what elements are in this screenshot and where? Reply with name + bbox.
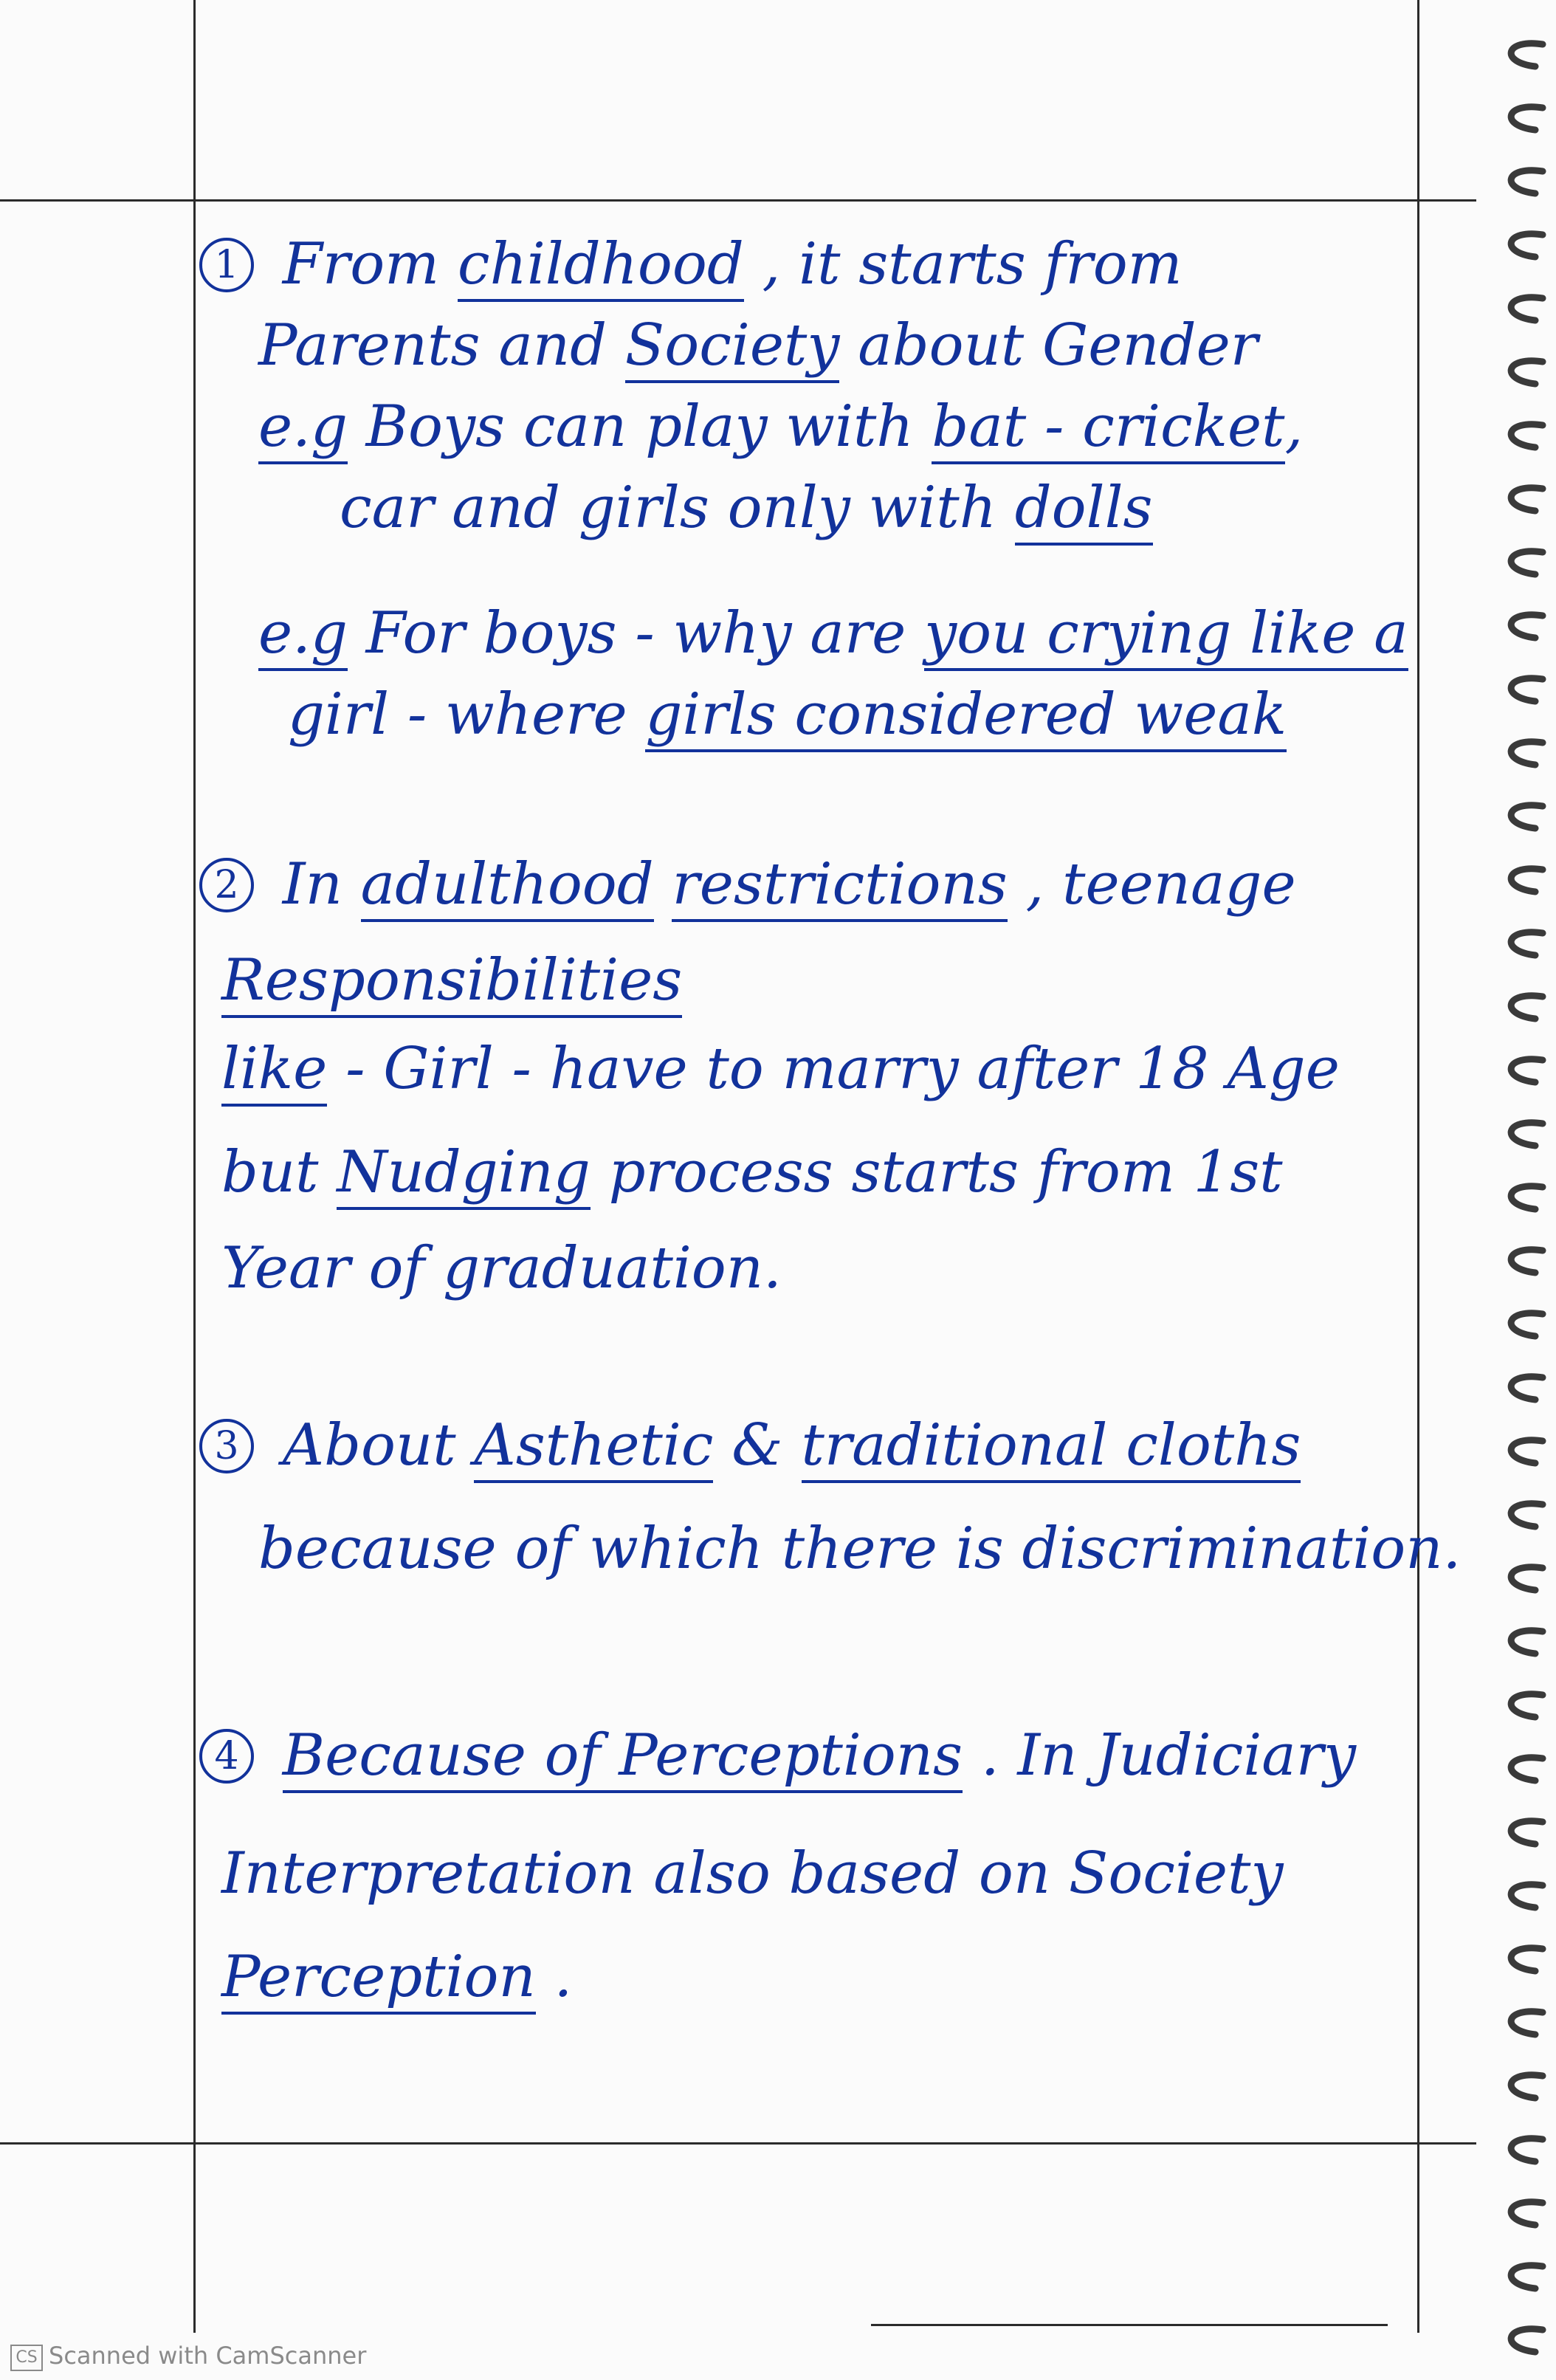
spiral-ring <box>1511 1440 1543 1463</box>
spiral-ring <box>1511 1123 1543 1146</box>
spiral-ring <box>1511 932 1543 955</box>
text: about Gender <box>839 312 1259 379</box>
spiral-ring <box>1511 2139 1543 2161</box>
spiral-ring <box>1511 2075 1543 2098</box>
spiral-ring <box>1511 678 1543 701</box>
point-1-line-5 <box>258 598 1408 669</box>
point-number-4: 4 <box>199 1729 254 1784</box>
spiral-ring <box>1511 424 1543 447</box>
spiral-ring <box>1511 44 1543 66</box>
text: . In Judiciary <box>963 1722 1357 1789</box>
underlined-text: Responsibilities <box>221 947 682 1018</box>
point-3-line-1 <box>199 1410 1301 1481</box>
text: process starts from 1st <box>590 1139 1283 1206</box>
spiral-ring <box>1511 615 1543 638</box>
point-2-line-3 <box>221 1033 1340 1104</box>
text <box>654 851 672 918</box>
text: , <box>1284 393 1304 460</box>
text: Boys can play with <box>347 393 932 460</box>
point-4-line-1 <box>199 1720 1356 1791</box>
spiral-ring <box>1511 234 1543 257</box>
text: , it starts from <box>743 231 1183 298</box>
watermark-text: Scanned with CamScanner <box>49 2342 367 2370</box>
underlined-text: dolls <box>1015 475 1153 546</box>
point-2-line-2 <box>221 945 682 1016</box>
point-1-line-6 <box>288 679 1287 750</box>
spiral-ring <box>1511 2266 1543 2288</box>
spiral-ring <box>1511 2329 1543 2352</box>
spiral-ring <box>1511 805 1543 828</box>
spiral-ring <box>1511 1186 1543 1209</box>
spiral-ring <box>1511 1948 1543 1971</box>
spiral-ring <box>1511 1059 1543 1082</box>
text: but <box>221 1139 337 1206</box>
underlined-text: restrictions <box>672 851 1007 922</box>
underlined-text: Because of Perceptions <box>283 1722 963 1793</box>
point-1-line-2 <box>258 310 1258 381</box>
point-1-line-1 <box>199 229 1183 300</box>
spiral-ring <box>1511 996 1543 1019</box>
camscanner-logo-icon: CS <box>10 2345 43 2371</box>
underlined-text: Society <box>625 312 840 383</box>
spiral-ring <box>1511 298 1543 320</box>
spiral-ring <box>1511 1250 1543 1273</box>
spiral-ring <box>1511 742 1543 765</box>
point-number-1: 1 <box>199 238 254 292</box>
underlined-text: e.g <box>258 393 348 464</box>
bottom-edge-rule <box>871 2324 1388 2326</box>
spiral-ring <box>1511 1694 1543 1717</box>
underlined-text: girls considered weak <box>645 681 1287 752</box>
underlined-text: bat - cricket <box>932 393 1284 464</box>
spiral-ring <box>1511 488 1543 511</box>
spiral-ring <box>1511 1377 1543 1400</box>
spiral-ring <box>1511 361 1543 384</box>
underlined-text: traditional cloths <box>802 1412 1301 1483</box>
spiral-ring <box>1511 2012 1543 2035</box>
spiral-ring <box>1511 1567 1543 1590</box>
spiral-ring <box>1511 1821 1543 1844</box>
point-number-2: 2 <box>199 858 254 912</box>
text: - Girl - have to marry after 18 Age <box>327 1036 1340 1102</box>
point-1-line-4 <box>340 472 1153 543</box>
text: because of which there is discrimination. <box>258 1516 1462 1582</box>
spiral-ring <box>1511 1631 1543 1654</box>
point-4-line-3 <box>221 1942 572 2012</box>
underlined-text: you crying like a <box>924 600 1408 671</box>
point-2-line-5 <box>221 1233 782 1304</box>
point-4-line-2 <box>221 1838 1284 1909</box>
underlined-text: like <box>221 1036 327 1107</box>
underlined-text: Asthetic <box>474 1412 713 1483</box>
right-margin-rule <box>1417 0 1419 2333</box>
point-2-line-4 <box>221 1137 1283 1208</box>
text: car and girls only with <box>340 475 1015 541</box>
underlined-text: childhood <box>458 231 744 302</box>
spiral-ring <box>1511 1504 1543 1527</box>
spiral-ring <box>1511 1313 1543 1336</box>
underlined-text: adulthood <box>361 851 654 922</box>
point-number-3: 3 <box>199 1419 254 1473</box>
underlined-text: Nudging <box>337 1139 590 1210</box>
text: About <box>282 1412 475 1479</box>
spiral-binding <box>1476 0 1556 2380</box>
spiral-ring <box>1511 869 1543 892</box>
spiral-ring <box>1511 551 1543 574</box>
spiral-ring <box>1511 1885 1543 1908</box>
text: From <box>282 231 458 298</box>
text: Year of graduation. <box>221 1235 782 1301</box>
point-1-line-3 <box>258 391 1303 462</box>
point-3-line-2 <box>258 1513 1461 1584</box>
spiral-ring <box>1511 107 1543 130</box>
text: girl - where <box>288 681 646 748</box>
point-2-line-1 <box>199 849 1296 920</box>
scanner-watermark <box>10 2342 366 2371</box>
left-margin-rule <box>193 0 196 2333</box>
underlined-text: Perception <box>221 1944 536 2015</box>
top-rule <box>0 199 1476 202</box>
text: & <box>713 1412 802 1479</box>
text: For boys - why are <box>347 600 925 667</box>
text: , teenage <box>1007 851 1296 918</box>
spiral-ring <box>1511 171 1543 193</box>
bottom-rule <box>0 2142 1476 2145</box>
text: In <box>282 851 361 918</box>
text: Interpretation also based on Society <box>221 1840 1284 1907</box>
text: Parents and <box>258 312 625 379</box>
text: . <box>535 1944 573 2010</box>
underlined-text: e.g <box>258 600 348 671</box>
spiral-ring <box>1511 1758 1543 1781</box>
spiral-ring <box>1511 2202 1543 2225</box>
